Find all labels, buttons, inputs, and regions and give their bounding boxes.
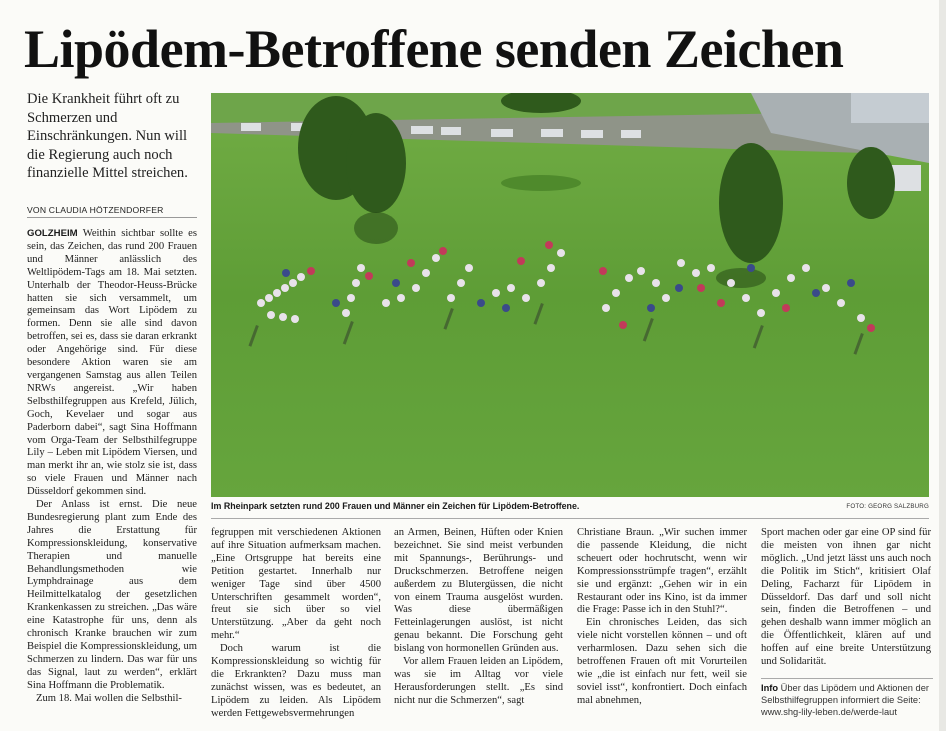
paragraph: Zum 18. Mai wollen die Selbsthil-	[36, 692, 182, 704]
headline: Lipödem-Betroffene senden Zeichen	[24, 19, 844, 79]
paragraph	[27, 228, 197, 499]
paragraph: fegruppen mit verschiedenen Aktionen auf ihre Situation aufmerksam machen. „Eine Ortsgruppe hat bereits eine Petition gestartet. Innerhalb nur weniger Tage sind über 4500 Unterschriften gesammelt worden“, freut sie sich über so viel Unterstützung. „Aber da geht noch mehr.“	[211, 527, 381, 642]
caption-divider	[211, 518, 929, 519]
teaser: Die Krankheit führt oft zu Schmerzen und Einschränkungen. Nun will die Regierung auch noch finanzielle Mittel streichen.	[27, 91, 188, 182]
paragraph: an Armen, Beinen, Hüften oder Knien bezeichnet. Sie sind meist verbunden mit Spannungs-, Berührungs- und Druckschmerzen. Betroffene neigen außerdem zu Blutergüssen, die nicht von einem Trauma ausgelöst wurden. Was diese übermäßigen Fetteinlagerungen auslöst, ist nicht genau bekannt. Die Forschung geht bislang von hormonellen Gründen aus.	[394, 527, 563, 655]
paragraph: Vor allem Frauen leiden an Lipödem, was sie im Alltag vor viele Herausforderungen stellt. „Es sind nicht nur die Schmerzen“, sagt	[394, 656, 563, 706]
aerial-photo-illustration	[211, 93, 929, 497]
paragraph: Ein chronisches Leiden, das sich viele nicht vorstellen können – und oft verharmlosen. Dazu sehen sich die betroffenen Frauen oft mit Vorurteilen wie „die ist einfach nur fett, weil sie soviel isst“, konfrontiert. Doch einfach mal abnehmen,	[577, 617, 747, 706]
paragraph-text: Weithin sichtbar sollte es sein, das Zeichen, das rund 200 Frauen und Männer anlässlich des Weltlipödem-Tags am 18. Mai setzten. Unterhalb der Theodor-Heuss-Brücke hatten sie sich versammelt, um gemeinsam das Wort Lipödem zu formen. Denn sie alle sind davon betroffen, sei es, dass sie daran erkrankt oder Angehörige sind. Für diese besondere Aktion waren sie am vergangenen Samstag aus allen Teilen NRWs angereist. „Wir haben Selbsthilfegruppen aus Krefeld, Jülich, Goch, Kevelaer und sogar aus Paderborn dabei“, sagt Sina Hoffmann vom Orga-Team der Selbsthilfegruppe Lily – Leben mit Lipödem Viersen, und man merkt ihr an, wie stolz sie ist, dass so viele Frauen und Männer nach Düsseldorf gekommen sind.	[27, 228, 197, 498]
article-column-5	[761, 527, 931, 673]
paragraph: Sport machen oder gar eine OP sind für die meisten von ihnen gar nicht möglich. „Und jetzt lässt uns auch noch die Politik im Stich“, kritisiert Olaf Deling, Facharzt für Lipödem in Düsseldorf. Das darf und soll nicht sein, finden die Betroffenen – und gehen deshalb wann immer möglich an die Öffentlichkeit, klären auf und hoffen auf eine breite Unterstützung und Solidarität.	[761, 527, 931, 668]
photo-caption: Im Rheinpark setzten rund 200 Frauen und Männer ein Zeichen für Lipödem-Betroffene.	[211, 501, 580, 511]
info-label: Info	[761, 683, 779, 693]
paragraph: Christiane Braun. „Wir suchen immer die passende Kleidung, die nicht scheuert oder hochrutscht, wenn wir Kompressionsstrümpfe tragen“, erzählt sie und ergänzt: „Gehen wir in ein Restaurant oder ins Kino, ist da immer die Frage: Passe ich in den Stuhl?“.	[577, 527, 747, 616]
article-column-1	[27, 228, 197, 728]
group-photo	[211, 93, 929, 497]
article-column-3	[394, 527, 563, 727]
article-column-2	[211, 527, 381, 727]
info-text: Über das Lipödem und Aktionen der Selbsthilfegruppen informiert die Seite: www.shg-lily-leben.de/werde-laut	[761, 683, 929, 718]
paragraph: Der Anlass ist ernst. Die neue Bundesregierung plant zum Ende des Jahres die Erstattung für Kompressionskleidung, konservative Therapien und manuelle Behandlungsmethoden wie Lymphdrainage aus dem Heilmittelkatalog der gesetzlichen Krankenkassen zu streichen. „Das wäre eine Katastrophe für uns, denn als chronisch Kranke brauchen wir zum Beispiel die Kompressionskleidung, um Schmerzen zu lindern. Das war für uns das Signal, laut zu werden“, erklärt Sina Hoffmann die Problematik.	[27, 499, 197, 691]
dateline: GOLZHEIM	[27, 228, 78, 239]
photo-credit: FOTO: GEORG SALZBURG	[846, 503, 929, 510]
page-edge	[939, 0, 946, 731]
byline: VON CLAUDIA HÖTZENDORFER	[27, 205, 197, 218]
article-column-4	[577, 527, 747, 727]
info-box	[761, 678, 933, 719]
paragraph: Doch warum ist die Kompressionskleidung so wichtig für die Erkrankten? Dazu muss man zunächst wissen, was es bedeutet, an Lipödem zu leiden. Als Lipödem werden Fettgewebsvermehrungen	[211, 643, 381, 719]
